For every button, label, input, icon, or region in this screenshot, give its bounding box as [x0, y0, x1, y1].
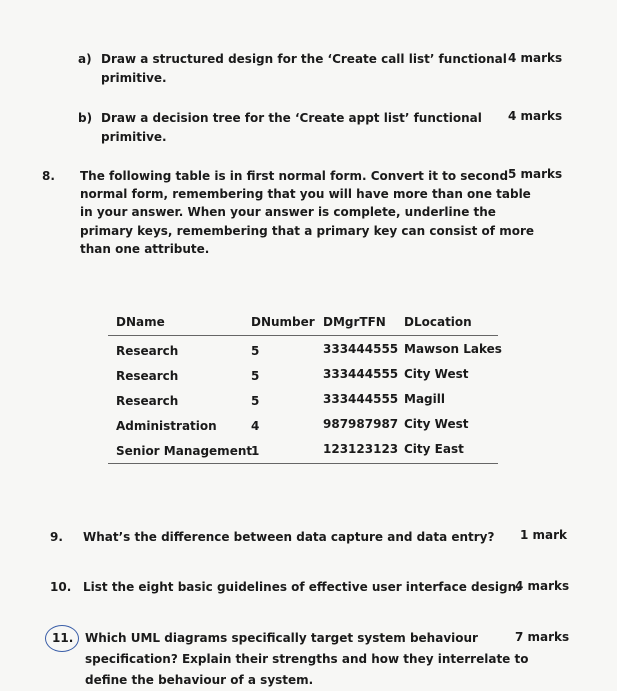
cell-dname: Research	[116, 394, 179, 408]
q8-text-line-3: in your answer. When your answer is complete, underline the	[80, 205, 496, 219]
table-header-rule	[108, 335, 498, 336]
table-header-dnumber: DNumber	[251, 315, 315, 329]
table-header-dmgrtfn: DMgrTFN	[323, 315, 386, 329]
cell-dname: Research	[116, 344, 179, 358]
q8-text-line-5: than one attribute.	[80, 242, 210, 256]
q11-text-line-3: define the behaviour of a system.	[85, 673, 314, 687]
q10-number: 10.	[50, 580, 72, 594]
cell-dname: Senior Management	[116, 444, 253, 458]
table-bottom-rule	[108, 463, 498, 464]
q8-text-line-1: The following table is in first normal form. Convert it to second	[80, 169, 509, 183]
cell-dnumber: 5	[251, 369, 260, 383]
q7a-label: a)	[78, 52, 92, 66]
q8-marks: 5 marks	[508, 167, 563, 181]
q9-text: What’s the difference between data capture and data entry?	[83, 530, 495, 544]
cell-dmgrtfn: 123123123	[323, 442, 399, 456]
cell-dnumber: 4	[251, 419, 260, 433]
q10-text: List the eight basic guidelines of effective user interface design.	[83, 580, 521, 594]
q11-text-line-1: Which UML diagrams specifically target system behaviour	[85, 631, 478, 645]
q11-number: 11.	[52, 631, 74, 645]
cell-dlocation: City West	[404, 367, 469, 381]
q8-text-line-2: normal form, remembering that you will have more than one table	[80, 187, 531, 201]
cell-dmgrtfn: 333444555	[323, 367, 399, 381]
q7a-marks: 4 marks	[508, 51, 563, 65]
q11-marks: 7 marks	[515, 630, 570, 644]
cell-dnumber: 5	[251, 344, 260, 358]
q7b-marks: 4 marks	[508, 109, 563, 123]
cell-dlocation: Mawson Lakes	[404, 342, 502, 356]
q8-text-line-4: primary keys, remembering that a primary key can consist of more	[80, 224, 535, 238]
q7a-text-line-1: Draw a structured design for the ‘Create call list’ functional	[101, 52, 507, 66]
table-header-dlocation: DLocation	[404, 315, 472, 329]
q7a-text-line-2: primitive.	[101, 71, 167, 85]
cell-dlocation: City West	[404, 417, 469, 431]
q9-marks: 1 mark	[520, 528, 568, 542]
q7b-text-line-2: primitive.	[101, 130, 167, 144]
cell-dname: Research	[116, 369, 179, 383]
cell-dnumber: 1	[251, 444, 260, 458]
q7b-text-line-1: Draw a decision tree for the ‘Create appt list’ functional	[101, 111, 482, 125]
q10-marks: 4 marks	[515, 579, 570, 593]
q8-number: 8.	[42, 169, 55, 183]
cell-dlocation: City East	[404, 442, 464, 456]
cell-dmgrtfn: 333444555	[323, 342, 399, 356]
q9-number: 9.	[50, 530, 63, 544]
cell-dname: Administration	[116, 419, 217, 433]
q11-text-line-2: specification? Explain their strengths and how they interrelate to	[85, 652, 529, 666]
cell-dmgrtfn: 987987987	[323, 417, 399, 431]
q7b-label: b)	[78, 111, 93, 125]
table-header-dname: DName	[116, 315, 165, 329]
cell-dlocation: Magill	[404, 392, 445, 406]
cell-dmgrtfn: 333444555	[323, 392, 399, 406]
cell-dnumber: 5	[251, 394, 260, 408]
